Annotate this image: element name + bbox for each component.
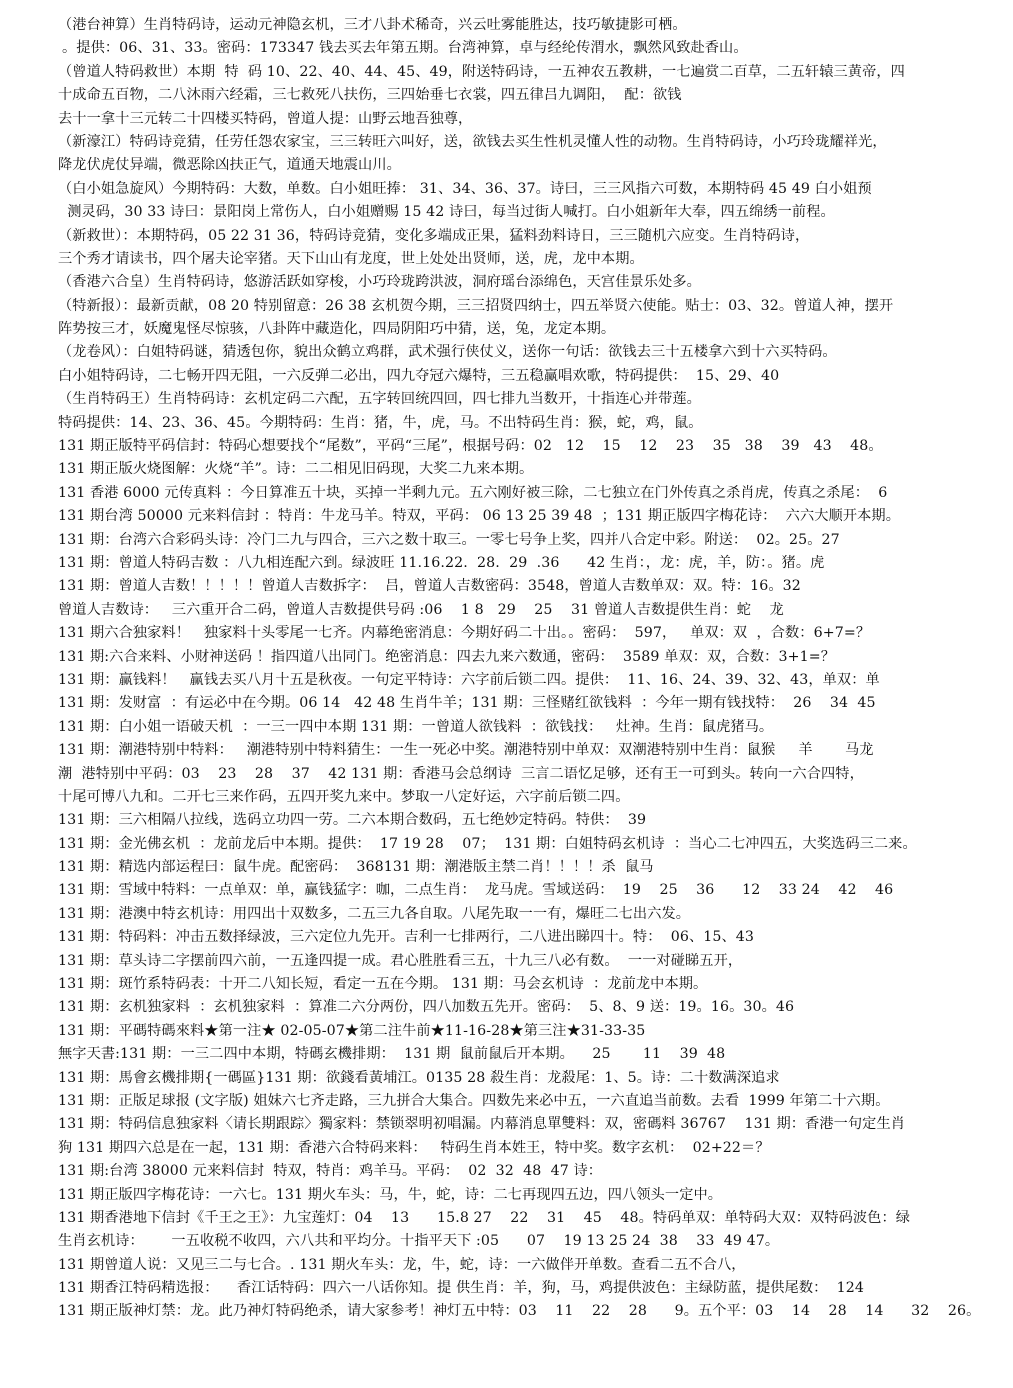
text-line: 131 期香江特码精选报： 香江话特码：四六一八话你知。提 供生肖：羊，狗，马，鸡提供波色：主绿防蓝，提供尾数： 124 [58,1280,865,1297]
text-line: 131 期：台湾六合彩码头诗：冷门二九与四合，三六之数十取三。一零七号争上奖，四并八合定中彩。附送： 02。25。27 [58,531,840,548]
text-line: 131 期：三六相隔八拉线，选码立功四一劳。二六本期合数码，五七绝妙定特码。特供： 39 [58,812,647,829]
text-line: 特码提供：14、23、36、45。今期特码：生肖：猪，牛，虎，马。不出特码生肖：猴，蛇，鸡，鼠。 [58,414,703,431]
text-line: 131 期：平碼特碼來料★第一注★ 02-05-07★第二注牛前★11-16-28★第三注★31-33-35 [58,1022,646,1039]
text-line: 潮 港特别中平码：03 23 28 37 42 131 期：香港马会总纲诗 三言二语忆足够，还有王一可到头。转向一六合四特， [58,765,864,782]
text-line: （特新报）：最新贡献，08 20 特别留意：26 38 玄机贺今期，三三招贤四纳士，四五举贤六使能。贴士：03、32。曾道人神，摆开 [58,297,894,314]
text-line: 狗 131 期四六总是在一起，131 期：香港六合特码来料： 特码生肖本姓王，特中奖。数字玄机： 02+22＝？ [58,1139,770,1156]
text-line: 131 期：草头诗二字摆前四六前，一五逢四提一成。君心胜胜看三五，十九三八必有数。 一一对碰睇五开， [58,952,743,969]
text-line: 131 期：特码信息独家料〈请长期跟踪〉獨家料：禁锁翠明初唱漏。内幕消息單雙料：双，密碼料 36767 131 期：香港一句定生肖 [58,1116,906,1133]
text-line: 三个秀才请读书，四个屠夫论宰猪。天下山山有龙度，世上处处出贤师，送，虎，龙中本期。 [58,250,644,267]
text-line: 131 期:台湾 38000 元来料信封 特双，特肖：鸡羊马。平码： 02 32 48 47 诗： [58,1163,603,1180]
text-line: 131 期正版神灯禁：龙。此乃神灯特码绝杀，请大家参考！神灯五中特：03 11 22 28 9。五个平：03 14 28 14 32 26。 [58,1303,981,1320]
text-line: 白小姐特码诗，二七畅开四无阻，一六反弹二必出，四九夺冠六爆特，三五稳赢唱欢歌，特码提供： 15、29、40 [58,367,780,384]
text-line: 131 期正版四字梅花诗：一六七。131 期火车头：马，牛，蛇，诗：二七再现四五边，四八领头一定中。 [58,1186,723,1203]
text-line: （龙卷风）：白姐特码谜，猜透包你，貌出众鹤立鸡群，武术强行侠仗义，送你一句话：欲钱去三十五楼拿六到十六买特码。 [58,344,837,361]
text-line: 十尾可博八九和。二开七三来作码，五四开奖九来中。梦取一八定好运，六字前后锁二四。 [58,788,630,805]
text-line: 131 期：斑竹系特码表：十开二八知长短，看定一五在今期。 131 期：马会玄机诗 ：龙前龙中本期。 [58,976,708,993]
text-line: 131 期：馬會玄機排期{一碼區}131 期：欲錢看黃埔江。0135 28 殺生肖：龙殺尾：1、5。诗：二十数满深追求 [58,1069,780,1086]
text-line: 131 期曾道人说：又见三二与七合。. 131 期火车头：龙，牛，蛇，诗：一六做伴开单数。查看二五不合八， [58,1256,746,1273]
text-line [58,1324,1008,1347]
text-line: 131 期：正版足球报 (文字版) 姐妹六七齐走路，三九拼合大集合。四数先来必中五，一六直追当前数。去看 1999 年第二十六期。 [58,1092,890,1109]
text-line: （新救世）：本期特码，05 22 31 36，特码诗竞猜，变化多端成正果，猛料劲料诗日，三三随机六应变。生肖特码诗， [58,227,810,244]
text-line: 曾道人吉数诗： 三六重开合二码，曾道人吉数提供号码 :06 1 8 29 25 31 曾道人吉数提供生肖：蛇 龙 [58,601,784,618]
text-line: 131 期：特码料：冲击五数择绿波，三六定位九先开。吉利一七排两行，二八进出睇四十。特： 06、15、43 [58,929,755,946]
text-line: 131 期正版火烧图解：火烧“羊”。诗：二二相见旧码现，大奖二九来本期。 [58,461,534,478]
text-line: 無字天書:131 期：一三二四中本期，特碼玄機排期： 131 期 鼠前鼠后开本期。 25 11 39 48 [58,1046,726,1063]
text-line: 131 期：曾道人特码吉数 ：八九相连配六到。绿波旺 11.16.22. 28. 29 .36 42 生肖：，龙：虎，羊，防：。猪。虎 [58,554,825,571]
text-line: 131 期：赢钱料！ 赢钱去买八月十五是秋夜。一句定平特诗：六字前后锁二四。提供： 11、16、24、39、32、43，单双：单 [58,671,880,688]
lottery-tips-document [58,14,1008,1347]
text-line: 131 期：发财富 ：有运必中在今期。06 14 42 48 生肖牛羊；131 期：三怪赌红欲钱料 ：今年一期有钱找特： 26 34 45 [58,695,876,712]
text-line: 131 期：曾道人吉数！！！！！曾道人吉数拆字： 吕，曾道人吉数密码：3548，曾道人吉数单双：双。特：16。32 [58,578,801,595]
text-line: （新濠江）特码诗竞猜，任劳任怨农家宝，三三转旺六叫好，送，欲钱去买生性机灵懂人性的动物。生肖特码诗，小巧玲珑耀祥光， [58,133,887,150]
text-line: （香港六合皇）生肖特码诗，悠游活跃如穿梭，小巧玲珑跨洪波，洞府瑶台添绵色，天宫佳景乐处多。 [58,274,701,291]
text-line: 阵势按三才，妖魔鬼怪尽惊骇，八卦阵中藏造化，四局阴阳巧中猜，送，兔，龙定本期。 [58,321,616,338]
text-line: 测灵码，30 33 诗曰：景阳岗上常伤人，白小姐赠赐 15 42 诗曰，每当过街人喊打。白小姐新年大奉，四五绵绣一前程。 [58,204,835,221]
text-line: 十成命五百物，二八沐雨六经霜，三七救死八扶伤，三四始垂七衣裳，四五律吕九调阳， 配：欲钱 [58,87,682,104]
text-line: 去十一拿十三元转二十四楼买特码，曾道人提：山野云地吾独尊， [58,110,473,127]
text-line: 131 期:六合来料、小财神送码 ！指四道八出同门。绝密消息：四去九来六数通，密码： 3589 单双：双，合数：3+1=？ [58,648,835,665]
text-line: 。提供：06、31、33。密码：173347 钱去买去年第五期。台湾神算，卓与经纶传渭水，飘然风致赴香山。 [62,40,748,57]
text-line: （生肖特码王）生肖特码诗：玄机定码二六配，五字转回统四回，四七排九当数开，十指连心并带莲。 [58,391,701,408]
text-line: 131 期：玄机独家料 ：玄机独家料 ：算准二六分两份，四八加数五先开。密码： 5、8、9 送：19。16。30。46 [58,999,795,1016]
text-line: 131 期：雪域中特料：一点单双：单，赢钱猛字：咖，二点生肖： 龙马虎。雪域送码： 19 25 36 12 33 24 42 46 [58,882,894,899]
text-line: 131 期香港地下信封《千王之王》：九宝莲灯：04 13 15.8 27 22 31 45 48。特码单双：单特码大双：双特码波色：绿 [58,1209,911,1226]
text-line: 131 期：金光佛玄机 ：龙前龙后中本期。提供： 17 19 28 07； 131 期：白姐特码玄机诗 ：当心二七冲四五，大奖选码三二来。 [58,835,917,852]
text-line: 131 期：港澳中特玄机诗：用四出十双数多，二五三九各自取。八尾先取一一有，爆旺二七出六发。 [58,905,691,922]
text-line: 131 期：精选内部运程曰：鼠牛虎。配密码： 368131 期：潮港版主禁二肖！！！！杀 鼠马 [58,859,654,876]
text-line: 131 香港 6000 元传真料 ：今日算准五十块，买掉一半剩九元。五六刚好被三除，二七独立在门外传真之杀肖虎，传真之杀尾： 6 [58,484,888,501]
text-line: （港台神算）生肖特码诗，运动元神隐玄机，三才八卦术稀奇，兴云吐雾能胜达，技巧敏捷影可栖。 [58,17,687,33]
text-line: 131 期正版特平码信封：特码心想要找个“尾数”，平码“三尾”，根据号码：02 12 15 12 23 35 38 39 43 48。 [58,438,883,455]
text-line: 降龙伏虎仗异端，微恶除凶扶正气，道通天地震山川。 [58,157,401,174]
text-line: （曾道人特码救世）本期 特 码 10、22、40、44、45、49，附送特码诗，一五神农五教耕，一七遍赏二百草，二五轩辕三黄帝，四 [58,63,905,80]
text-line: （白小姐急旋风）今期特码：大数，单数。白小姐旺捧： 31、34、36、37。诗曰，三三风指六可数，本期特码 45 49 白小姐预 [58,180,872,197]
text-line: 生肖玄机诗： 一五收税不收四，六八共和平均分。十指平天下 :05 07 19 13 25 24 38 33 49 47。 [58,1233,780,1250]
text-line: 131 期：白小姐一语破天机 ：一三一四中本期 131 期：一曾道人欲钱料 ：欲钱找： 灶神。生肖：鼠虎猪马。 [58,718,774,735]
text-line: 131 期台湾 50000 元来料信封 ：特肖：牛龙马羊。特双，平码： 06 13 25 39 48 ；131 期正版四字梅花诗： 六六大顺开本期。 [58,508,900,525]
text-line: 131 期：潮港特别中特料： 潮港特别中特料猜生：一生一死必中奖。潮港特别中单双：双潮港特别中生肖：鼠猴 羊 马龙 [58,742,874,759]
text-line: 131 期六合独家料！ 独家料十头零尾一七齐。内幕绝密消息：今期好码二十出。。密码： 597， 单双：双 ，合数：6+7=？ [58,625,871,642]
